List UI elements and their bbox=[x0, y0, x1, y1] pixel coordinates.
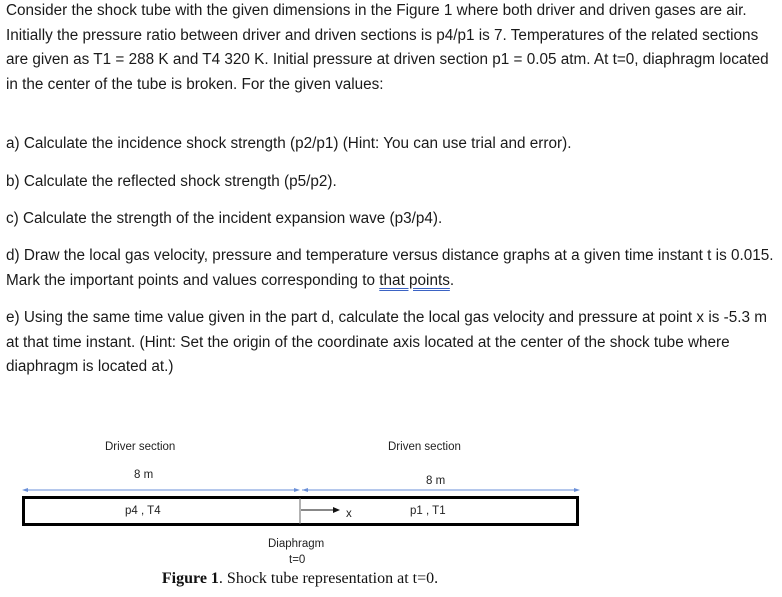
question-b: b) Calculate the reflected shock strength (p5/p2). bbox=[6, 173, 337, 190]
question-d bbox=[6, 244, 774, 293]
driver-state-label: p4 , T4 bbox=[125, 505, 161, 517]
driven-dimension-line bbox=[302, 488, 580, 492]
driven-section-label: Driven section bbox=[388, 441, 461, 453]
time-label: t=0 bbox=[289, 554, 306, 566]
driven-length-label: 8 m bbox=[426, 475, 446, 487]
diaphragm-label: Diaphragm bbox=[268, 538, 325, 550]
figure-caption bbox=[0, 569, 600, 589]
problem-intro: Consider the shock tube with the given dimensions in the Figure 1 where both driver and driven gases are air. Initially the pressure ratio between driver and driven sections is p4/p1 is 7. Temperatures of the related sections are given as T1 = 288 K and T4 320 K. Initial pressure at driven section p1 = 0.05 atm. At t=0, diaphragm located in the center of the tube is broken. For the given values: bbox=[6, 2, 769, 93]
question-d-end: . bbox=[449, 271, 455, 289]
driver-dimension-line bbox=[22, 488, 300, 492]
question-e: e) Using the same time value given in the part d, calculate the local gas velocity and pressure at point x is -5.3 m at that time instant. (Hint: Set the origin of the coordinate axis located at the center of the shock tube where diaphragm is located at.) bbox=[6, 309, 767, 375]
figure-caption-number: Figure 1 bbox=[161, 570, 219, 587]
driven-state-label: p1 , T1 bbox=[410, 505, 446, 517]
question-c: c) Calculate the strength of the incident expansion wave (p3/p4). bbox=[6, 210, 443, 227]
question-d-text: d) Draw the local gas velocity, pressure and temperature versus distance graphs at a given time instant t is 0.015. Mark the important points and values corresponding to bbox=[6, 247, 774, 289]
question-d-underlined-text: that points bbox=[379, 271, 450, 289]
x-axis-label: x bbox=[346, 508, 352, 520]
figure-caption-text: . Shock tube representation at t=0. bbox=[218, 570, 439, 587]
driver-length-label: 8 m bbox=[134, 469, 154, 481]
driver-section-label: Driver section bbox=[105, 441, 176, 453]
question-a: a) Calculate the incidence shock strength (p2/p1) (Hint: You can use trial and error). bbox=[6, 135, 572, 152]
